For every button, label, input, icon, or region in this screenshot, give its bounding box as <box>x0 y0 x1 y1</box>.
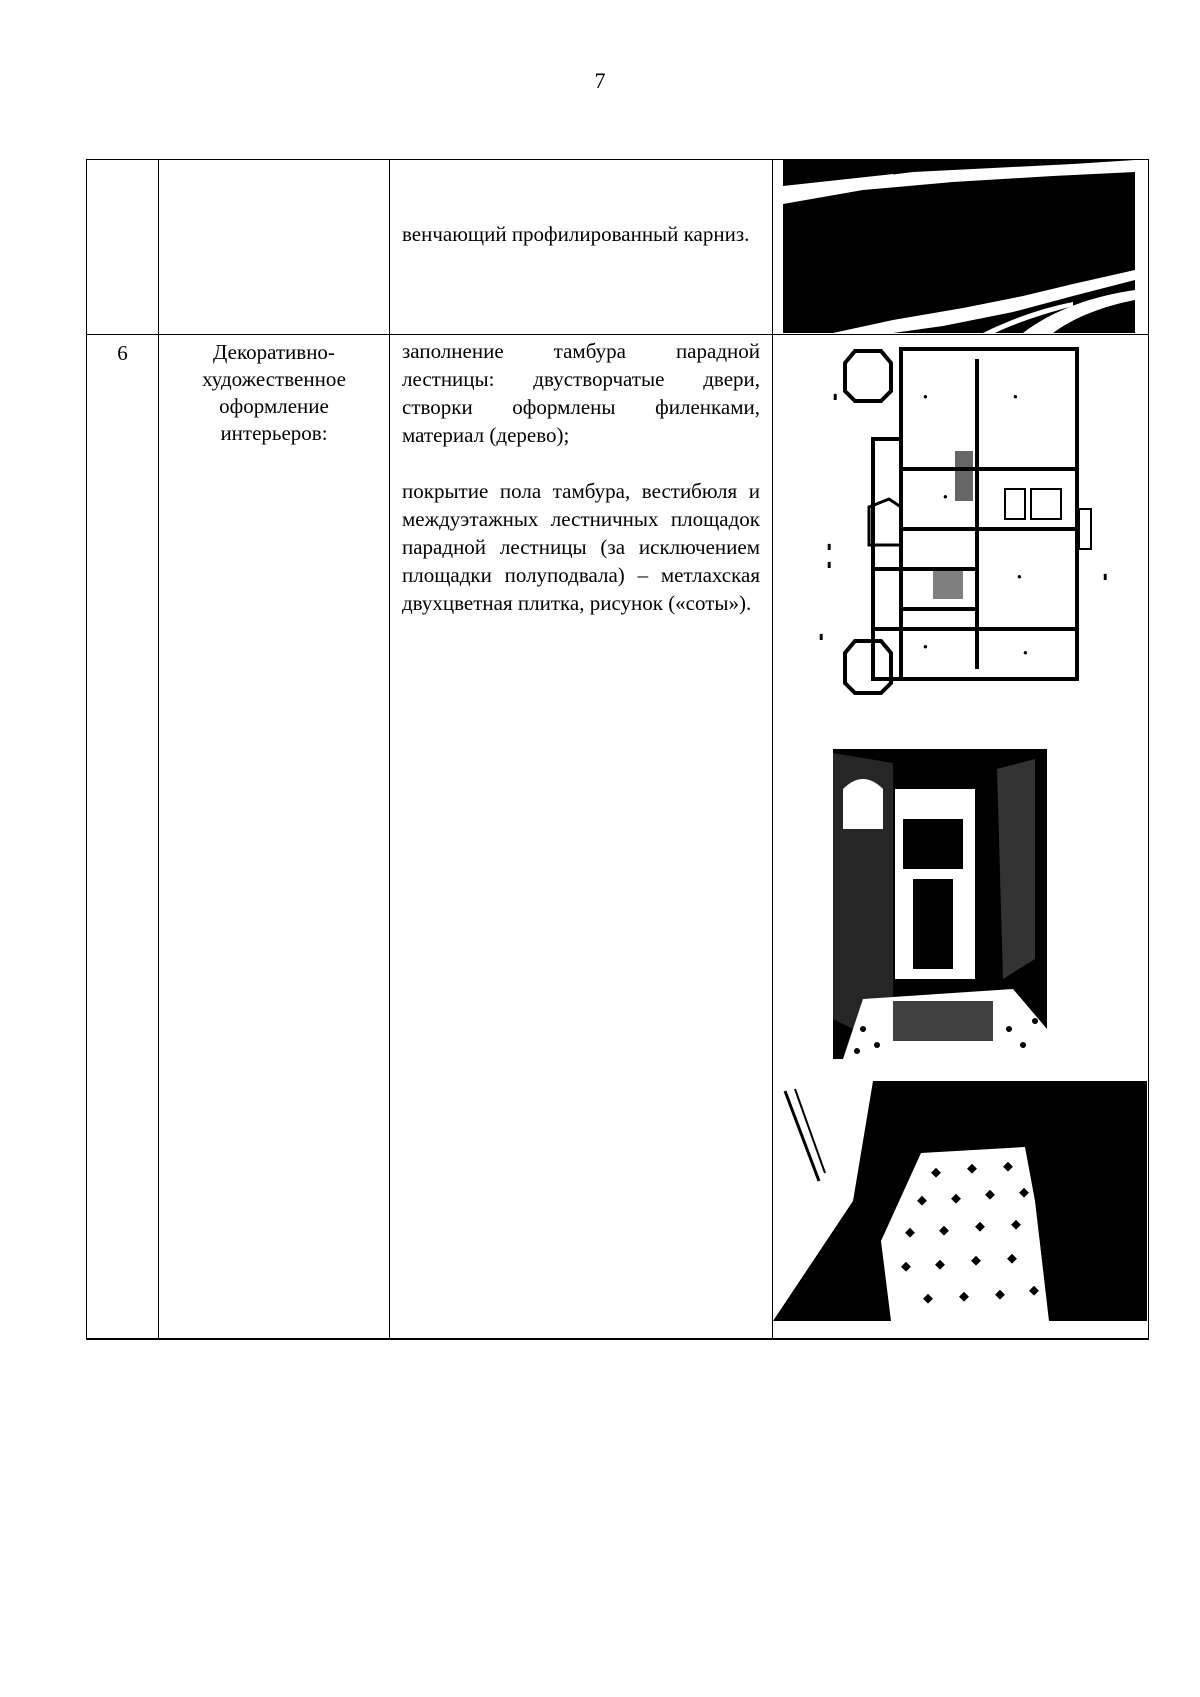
row-title: Декоративно-художественное оформление интерьеров: <box>159 335 390 1339</box>
heritage-table <box>86 159 1149 1340</box>
row-description <box>390 335 773 1339</box>
row-number <box>87 160 159 335</box>
table-row <box>87 160 1149 335</box>
floor-plan-image <box>773 339 1147 721</box>
svg-text:▮: ▮ <box>827 560 832 569</box>
description-paragraph: заполнение тамбура парадной лестницы: двустворчатые двери, створки оформлены филенками, материал (дерево); <box>402 339 760 447</box>
vestibule-doors-photo <box>773 729 1147 1059</box>
svg-text:●: ● <box>923 392 928 401</box>
photo-cell <box>773 335 1149 1339</box>
table-row <box>87 335 1149 1339</box>
svg-text:▮: ▮ <box>1103 572 1108 581</box>
svg-text:▮: ▮ <box>819 632 824 641</box>
svg-text:●: ● <box>923 642 928 651</box>
svg-text:●: ● <box>1013 392 1018 401</box>
row-description <box>390 160 773 335</box>
tiled-floor-photo <box>773 1081 1147 1321</box>
photo-cell <box>773 160 1149 335</box>
row-title <box>159 160 390 335</box>
svg-text:▮: ▮ <box>827 542 832 551</box>
description-paragraph: покрытие пола тамбура, вестибюля и междуэтажных лестничных площадок парадной лестницы (за исключением площадки полуподвала) – метлахская двухцветная плитка, рисунок («соты»). <box>402 479 760 615</box>
description-paragraph: венчающий профилированный карниз. <box>402 222 750 246</box>
svg-text:●: ● <box>1023 648 1028 657</box>
svg-text:▮: ▮ <box>833 392 838 401</box>
cornice-photo <box>773 160 1147 333</box>
svg-text:●: ● <box>943 492 948 501</box>
svg-text:●: ● <box>1017 572 1022 581</box>
row-number: 6 <box>87 335 159 1339</box>
page-number: 7 <box>594 68 606 93</box>
